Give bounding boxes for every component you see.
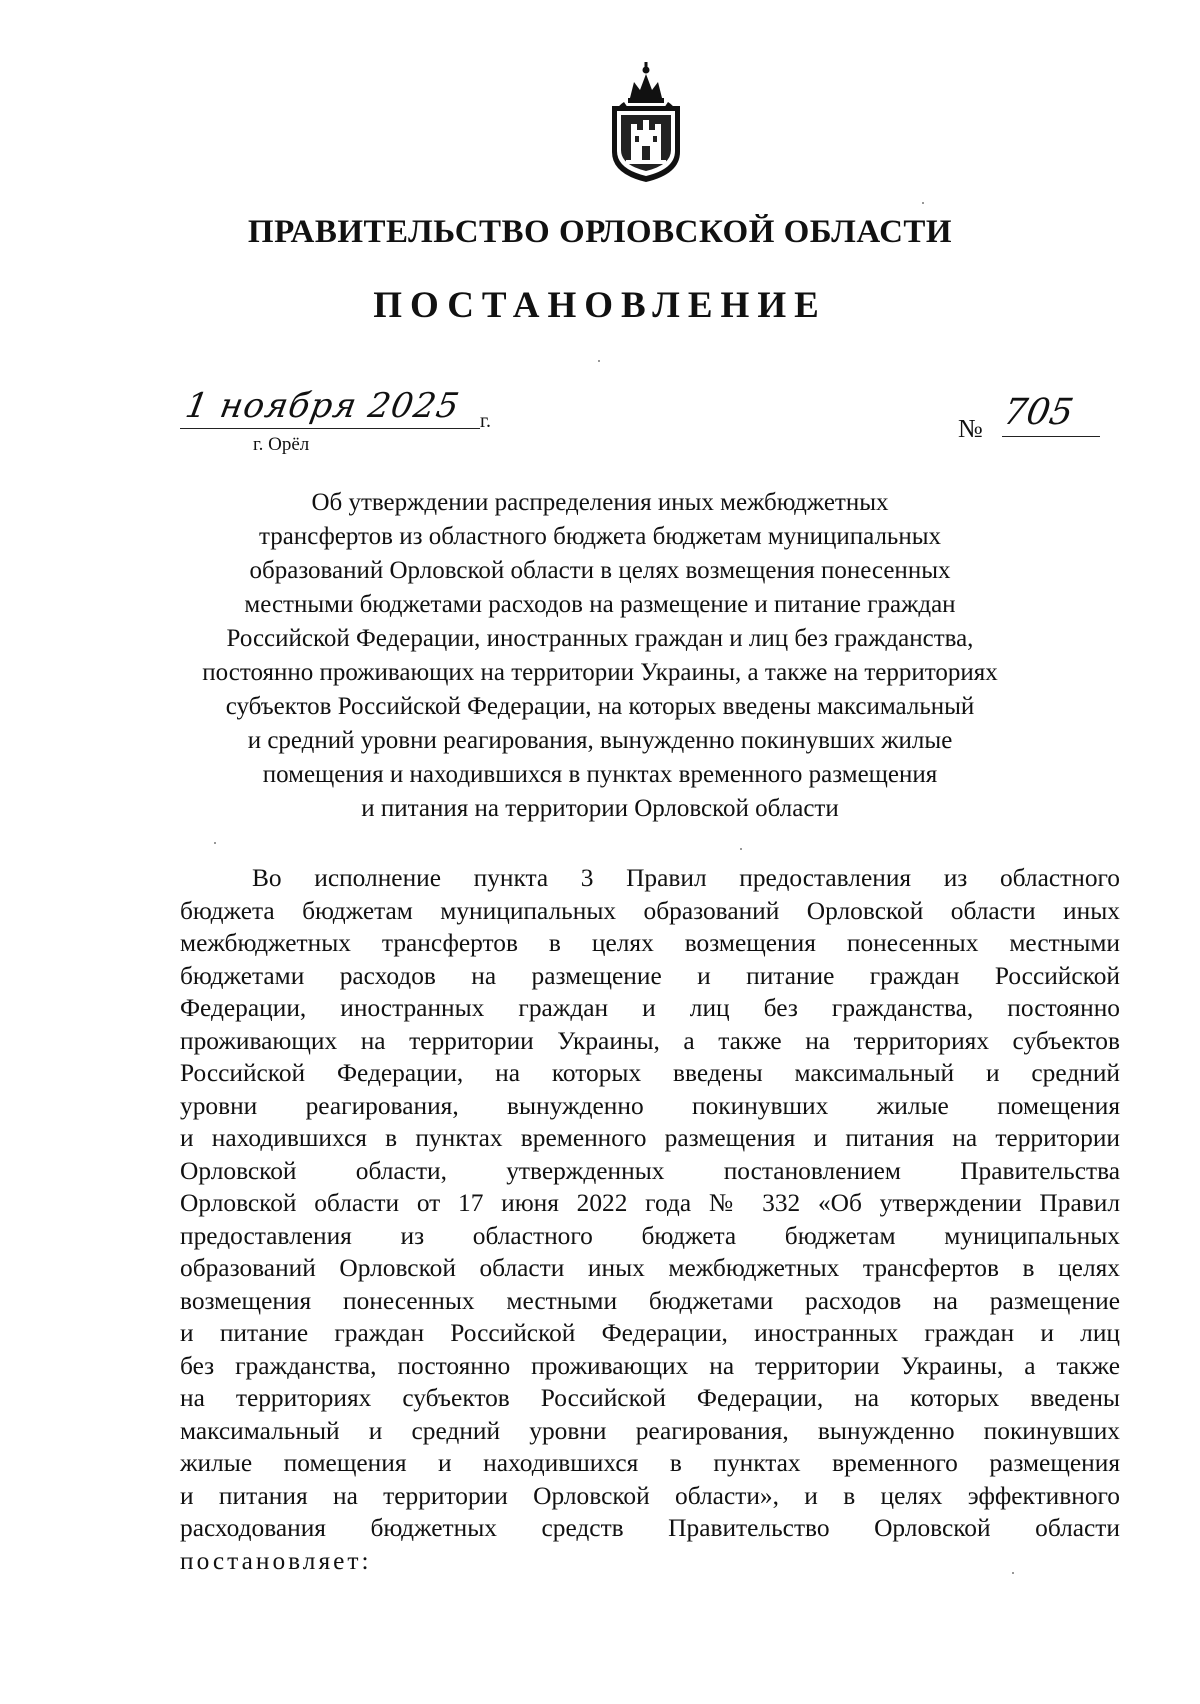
- decree-number: [958, 392, 1108, 444]
- subject-line: местными бюджетами расходов на размещение и питание граждан: [244, 591, 956, 618]
- subject-line: трансфертов из областного бюджета бюджетам муниципальных: [258, 523, 941, 550]
- body-line: предоставления из областного бюджета бюджетам муниципальных: [180, 1221, 1120, 1250]
- scan-speck: [214, 842, 216, 844]
- body-line: Федерации, иностранных граждан и лиц без гражданства, постоянно: [180, 994, 1120, 1022]
- date-underline: [180, 428, 480, 429]
- body-line: на территориях субъектов Российской Федерации, на которых введены: [180, 1384, 1120, 1412]
- subject-line: субъектов Российской Федерации, на которых введены максимальный: [225, 693, 975, 720]
- body-line: Во исполнение пункта 3 Правил предоставления из областного: [252, 864, 1120, 892]
- subject-line: Об утверждении распределения иных межбюджетных: [311, 489, 889, 516]
- body-line: максимальный и средний уровни реагирования, вынужденно покинувших: [180, 1416, 1120, 1445]
- body-line: и питания на территории Орловской области», и в целях эффективного: [180, 1481, 1120, 1510]
- scan-speck: [598, 360, 600, 362]
- decree-title: ПОСТАНОВЛЕНИЕ: [373, 285, 827, 326]
- handwritten-date: 1 ноября 2025: [182, 386, 463, 426]
- scan-speck: [922, 202, 924, 204]
- scan-speck: [1012, 1572, 1014, 1574]
- body-line: бюджетами расходов на размещение и питание граждан Российской: [180, 961, 1120, 990]
- body-line: Орловской области, утвержденных постановлением Правительства: [180, 1156, 1120, 1185]
- scan-speck: [740, 848, 742, 850]
- body-line: возмещения понесенных местными бюджетами расходов на размещение: [180, 1286, 1120, 1315]
- subject-line: постоянно проживающих на территории Украины, а также на территориях: [202, 659, 998, 686]
- body-line: Российской Федерации, на которых введены максимальный и средний: [180, 1059, 1120, 1087]
- subject-line: и средний уровни реагирования, вынужденно покинувших жилые: [247, 727, 953, 754]
- body-line: и находившихся в пунктах временного размещения и питания на территории: [180, 1124, 1120, 1152]
- date-suffix: г.: [480, 410, 491, 432]
- body-line: жилые помещения и находившихся в пунктах временного размещения: [180, 1449, 1120, 1477]
- body-line: постановляет:: [180, 1546, 372, 1575]
- subject-line: помещения и находившихся в пунктах временного размещения: [262, 761, 938, 788]
- number-sign: №: [958, 414, 983, 443]
- city-name: г. Орёл: [253, 434, 310, 455]
- handwritten-number: 705: [1000, 392, 1077, 433]
- number-underline: [1002, 436, 1100, 437]
- body-line: образований Орловской области иных межбюджетных трансфертов в целях: [180, 1254, 1120, 1282]
- body-line: расходования бюджетных средств Правительство Орловской области: [180, 1514, 1120, 1542]
- body-line: без гражданства, постоянно проживающих на территории Украины, а также: [180, 1351, 1120, 1380]
- body-line: проживающих на территории Украины, а также на территориях субъектов: [180, 1026, 1120, 1055]
- body-line: межбюджетных трансфертов в целях возмещения понесенных местными: [180, 929, 1120, 957]
- body-line: бюджета бюджетам муниципальных образований Орловской области иных: [180, 896, 1120, 925]
- body-line: Орловской области от 17 июня 2022 года № 332 «Об утверждении Правил: [180, 1189, 1120, 1217]
- coat-of-arms-icon: [604, 58, 688, 186]
- subject-line: Российской Федерации, иностранных граждан и лиц без гражданства,: [226, 625, 974, 652]
- decree-date: [180, 386, 491, 440]
- body-line: и питание граждан Российской Федерации, иностранных граждан и лиц: [180, 1319, 1120, 1347]
- decree-body: [180, 862, 1120, 1577]
- government-title: ПРАВИТЕЛЬСТВО ОРЛОВСКОЙ ОБЛАСТИ: [247, 214, 953, 250]
- subject-line: и питания на территории Орловской области: [361, 795, 839, 822]
- subject-line: образований Орловской области в целях возмещения понесенных: [249, 557, 951, 584]
- decree-subject: [150, 486, 1050, 826]
- body-line: уровни реагирования, вынужденно покинувших жилые помещения: [180, 1091, 1120, 1120]
